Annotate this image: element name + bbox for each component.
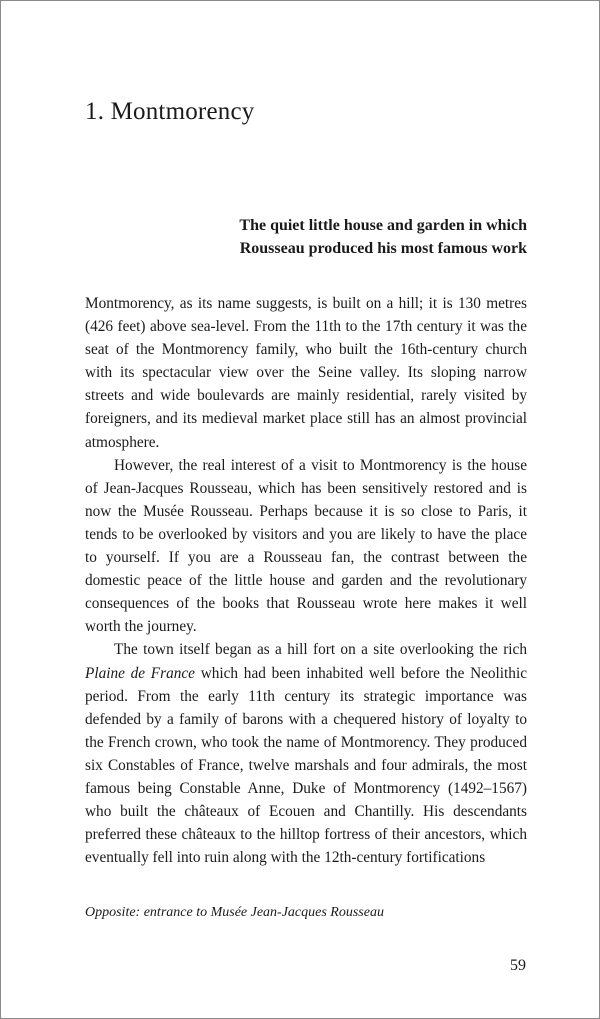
paragraph-3-text-end: which had been inhabited well before the Neolithic period. From the early 11th century its strategic importance was defended by a family of barons with a chequered history of loyalty to the French crown, who took the name of Montmorency. They produced six Constables of France, twelve marshals and four admirals, the most famous being Constable Anne, Duke of Montmorency (1492–1567) who built the châteaux of Ecouen and Chantilly. His descendants preferred these châteaux to the hilltop fortress of their ancestors, which eventually fell into ruin along with the 12th-century fortifications xyxy=(85,664,527,867)
subtitle-line-2: Rousseau produced his most famous work xyxy=(239,240,527,257)
paragraph-3 xyxy=(85,638,527,869)
paragraph-2: However, the real interest of a visit to Montmorency is the house of Jean-Jacques Rousseau, which has been sensitively restored and is now the Musée Rousseau. Perhaps because it is so close to Paris, it tends to be overlooked by visitors and you are likely to have the place to yourself. If you are a Rousseau fan, the contrast between the domestic peace of the little house and garden and the revolutionary consequences of the books that Rousseau wrote here makes it well worth the journey. xyxy=(85,456,527,636)
plaine-de-france-italic: Plaine de France xyxy=(85,664,195,682)
page-number: 59 xyxy=(510,957,526,974)
photo-caption: Opposite: entrance to Musée Jean-Jacques Rousseau xyxy=(85,905,384,920)
body-text xyxy=(85,292,527,869)
subtitle-line-1: The quiet little house and garden in which xyxy=(239,217,527,234)
chapter-title: 1. Montmorency xyxy=(85,98,255,125)
paragraph-3-text-start: The town itself began as a hill fort on a site overlooking the rich xyxy=(114,641,527,659)
chapter-subtitle xyxy=(197,214,527,260)
paragraph-1: Montmorency, as its name suggests, is built on a hill; it is 130 metres (426 feet) above sea-level. From the 11th to the 17th century it was the seat of the Montmorency family, who built the 16th-century church with its spectacular view over the Seine valley. Its sloping narrow streets and wide boulevards are mainly residential, rarely visited by foreigners, and its medieval market place still has an almost provincial atmosphere. xyxy=(85,295,527,451)
